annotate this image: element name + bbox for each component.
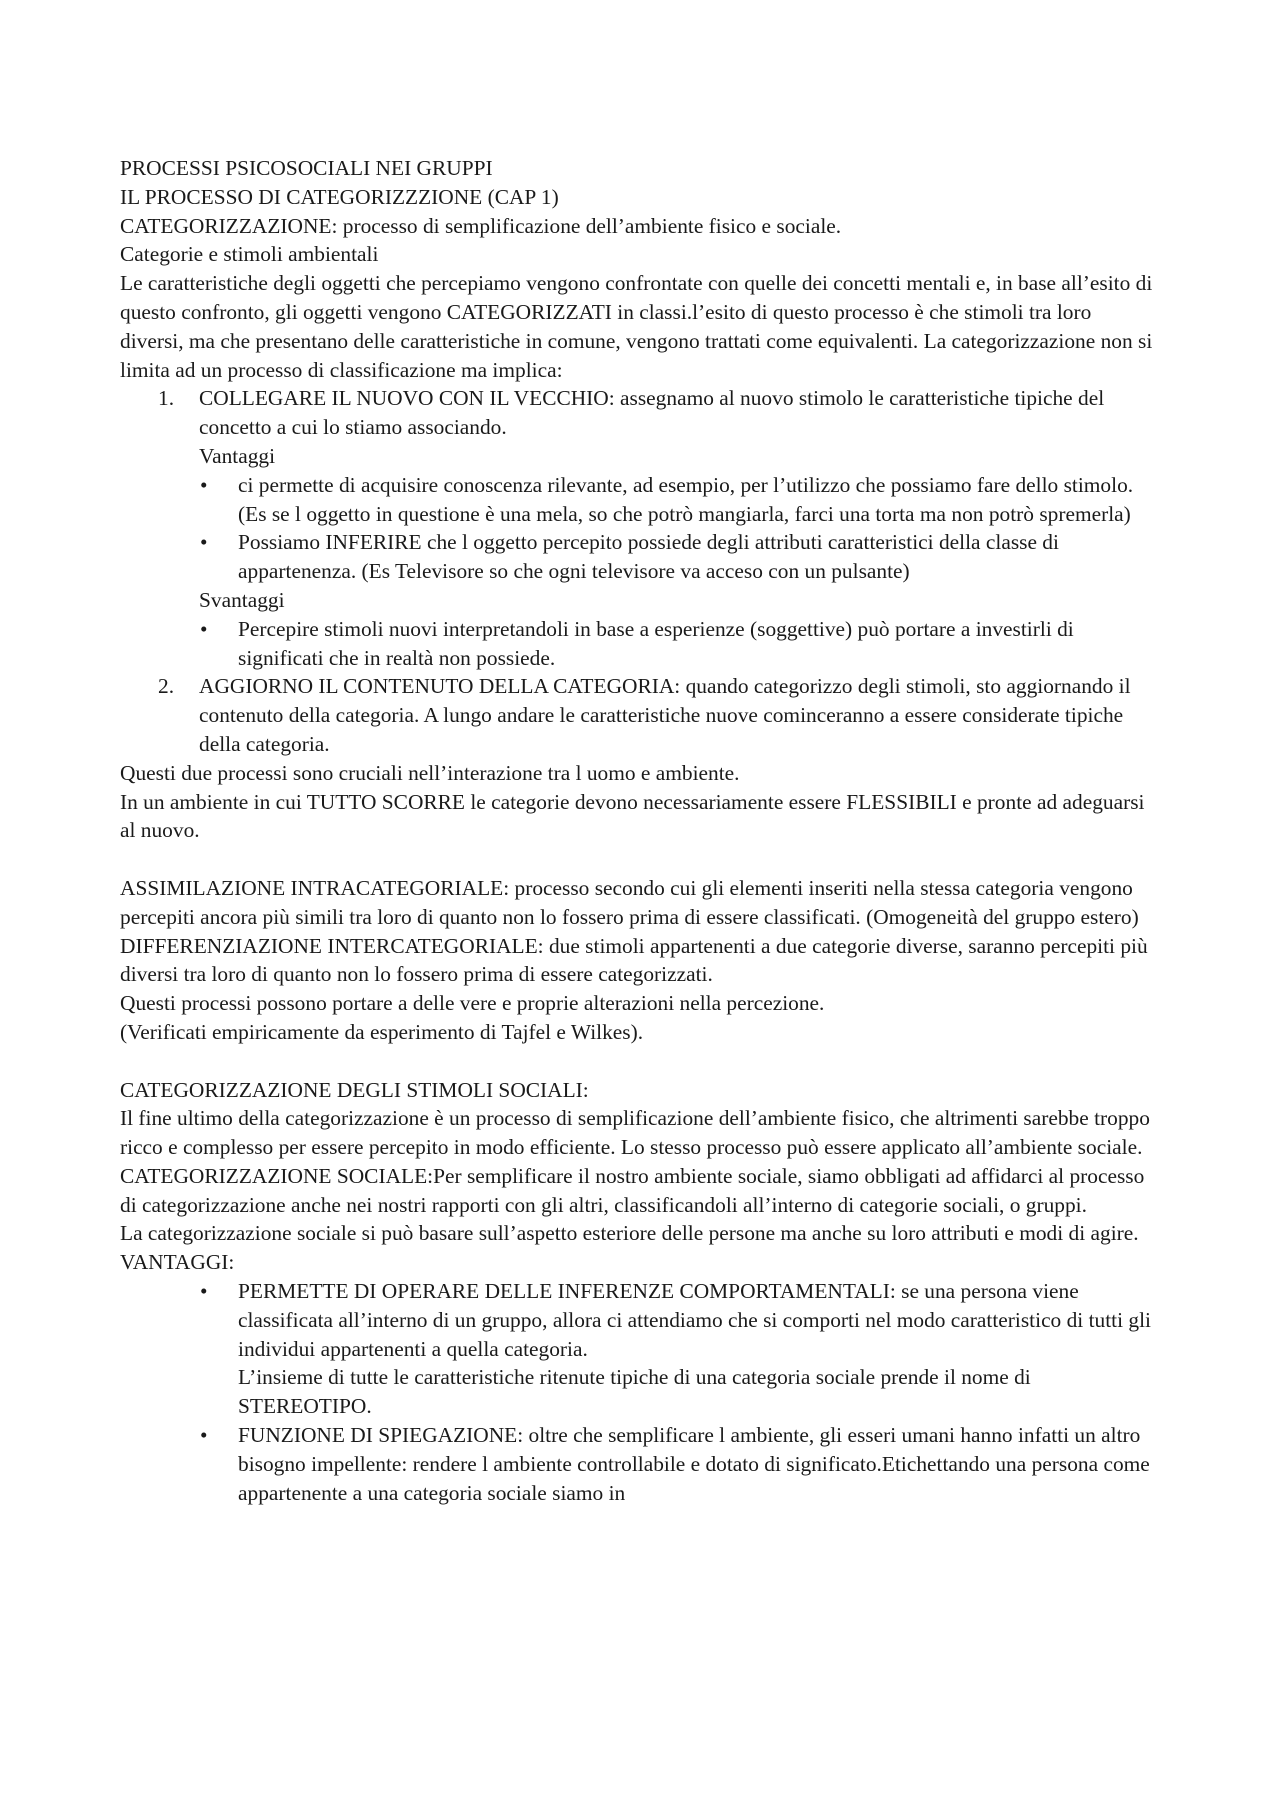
- vantaggi-heading: VANTAGGI:: [120, 1250, 235, 1275]
- blank-line: [120, 845, 1160, 874]
- list-item-continuation: L’insieme di tutte le caratteristiche ritenute tipiche di una categoria sociale prende il nome di STEREOTIPO.: [238, 1365, 1031, 1419]
- definition-categorizzazione: CATEGORIZZAZIONE: processo di semplificazione dell’ambiente fisico e sociale.: [120, 213, 842, 238]
- list-item-text: PERMETTE DI OPERARE DELLE INFERENZE COMPORTAMENTALI: se una persona viene classificata all’interno di un gruppo, allora ci attendiamo che si comporti nel modo caratteristico di tutti gli individui appartenenti a quella categoria.: [238, 1279, 1151, 1361]
- paragraph-fine: Il fine ultimo della categorizzazione è un processo di semplificazione dell’ambiente fisico, che altrimenti sarebbe troppo ricco e complesso per essere percepito in modo efficiente. Lo stesso processo può essere applicato all’ambiente sociale.: [120, 1106, 1150, 1160]
- paragraph-verificati: (Verificati empiricamente da esperimento di Tajfel e Wilkes).: [120, 1019, 644, 1044]
- list-item: [120, 672, 1160, 758]
- bullet: •: [200, 530, 208, 555]
- list-number: 1.: [158, 386, 175, 411]
- svantaggi-label: Svantaggi: [199, 587, 285, 612]
- bullet: •: [200, 472, 208, 497]
- document-title: PROCESSI PSICOSOCIALI NEI GRUPPI: [120, 156, 493, 180]
- intro-paragraph: Le caratteristiche degli oggetti che percepiamo vengono confrontate con quelle dei concetti mentali e, in base all’esito di questo confronto, gli oggetti vengono CATEGORIZZATI in classi.l’esito di questo processo è che stimoli tra loro diversi, ma che presentano delle caratteristiche in comune, vengono trattati come equivalenti. La categorizzazione non si limita ad un processo di classificazione ma implica:: [120, 271, 1153, 382]
- list-item: [120, 1277, 1160, 1421]
- bullet: •: [200, 1279, 208, 1304]
- section-heading-sociali: CATEGORIZZAZIONE DEGLI STIMOLI SOCIALI:: [120, 1077, 589, 1102]
- list-item-text: ci permette di acquisire conoscenza rilevante, ad esempio, per l’utilizzo che possiamo fare dello stimolo. (Es se l oggetto in questione è una mela, so che potrò mangiarla, farci una torta ma non potrò spremerla): [238, 472, 1134, 526]
- list-item-text: FUNZIONE DI SPIEGAZIONE: oltre che semplificare l ambiente, gli esseri umani hanno infatti un altro bisogno impellente: rendere l ambiente controllabile e dotato di significato.Etichettando una persona come appartenente a una categoria sociale siamo in: [238, 1423, 1150, 1505]
- bullet: •: [200, 616, 208, 641]
- paragraph-alterazioni: Questi processi possono portare a delle vere e proprie alterazioni nella percezione.: [120, 991, 825, 1016]
- list-item: [120, 615, 1160, 673]
- list-number: 2.: [158, 674, 175, 699]
- list-item-text: AGGIORNO IL CONTENUTO DELLA CATEGORIA: quando categorizzo degli stimoli, sto aggiornando il contenuto della categoria. A lungo andare le caratteristiche nuove cominceranno a essere considerate tipiche della categoria.: [199, 674, 1131, 756]
- vantaggi-label: Vantaggi: [199, 443, 276, 468]
- list-item-text: Percepire stimoli nuovi interpretandoli in base a esperienze (soggettive) può portare a investirli di significati che in realtà non possiede.: [238, 616, 1074, 670]
- chapter-heading: IL PROCESSO DI CATEGORIZZZIONE (CAP 1): [120, 184, 559, 209]
- paragraph-assimilazione: ASSIMILAZIONE INTRACATEGORIALE: processo secondo cui gli elementi inseriti nella stessa categoria vengono percepiti ancora più simili tra loro di quanto non lo fossero prima di essere classificati. (Omogeneità del gruppo estero): [120, 875, 1139, 929]
- list-item: [120, 471, 1160, 529]
- list-item-text: Possiamo INFERIRE che l oggetto percepito possiede degli attributi caratteristici della classe di appartenenza. (Es Televisore so che ogni televisore va acceso con un pulsante): [238, 530, 1059, 584]
- paragraph-cruciali: Questi due processi sono cruciali nell’interazione tra l uomo e ambiente.: [120, 760, 740, 785]
- paragraph-flessibili: In un ambiente in cui TUTTO SCORRE le categorie devono necessariamente essere FLESSIBILI e pronte ad adeguarsi al nuovo.: [120, 789, 1145, 843]
- paragraph-aspetto: La categorizzazione sociale si può basare sull’aspetto esteriore delle persone ma anche su loro attributi e modi di agire.: [120, 1221, 1139, 1246]
- list-item: [120, 1421, 1160, 1507]
- bullet: •: [200, 1423, 208, 1448]
- list-item: [120, 528, 1160, 586]
- paragraph-categorizzazione-sociale: CATEGORIZZAZIONE SOCIALE:Per semplificare il nostro ambiente sociale, siamo obbligati ad affidarci al processo di categorizzazione anche nei nostri rapporti con gli altri, classificandoli all’interno di categorie sociali, o gruppi.: [120, 1163, 1145, 1217]
- list-item-text: COLLEGARE IL NUOVO CON IL VECCHIO: assegnamo al nuovo stimolo le caratteristiche tipiche del concetto a cui lo stiamo associando.: [199, 386, 1105, 440]
- paragraph-differenziazione: DIFFERENZIAZIONE INTERCATEGORIALE: due stimoli appartenenti a due categorie diverse, saranno percepiti più diversi tra loro di quanto non lo fossero prima di essere categorizzati.: [120, 933, 1148, 987]
- section-heading-stimoli: Categorie e stimoli ambientali: [120, 242, 379, 267]
- list-item: [120, 384, 1160, 442]
- blank-line: [120, 1047, 1160, 1076]
